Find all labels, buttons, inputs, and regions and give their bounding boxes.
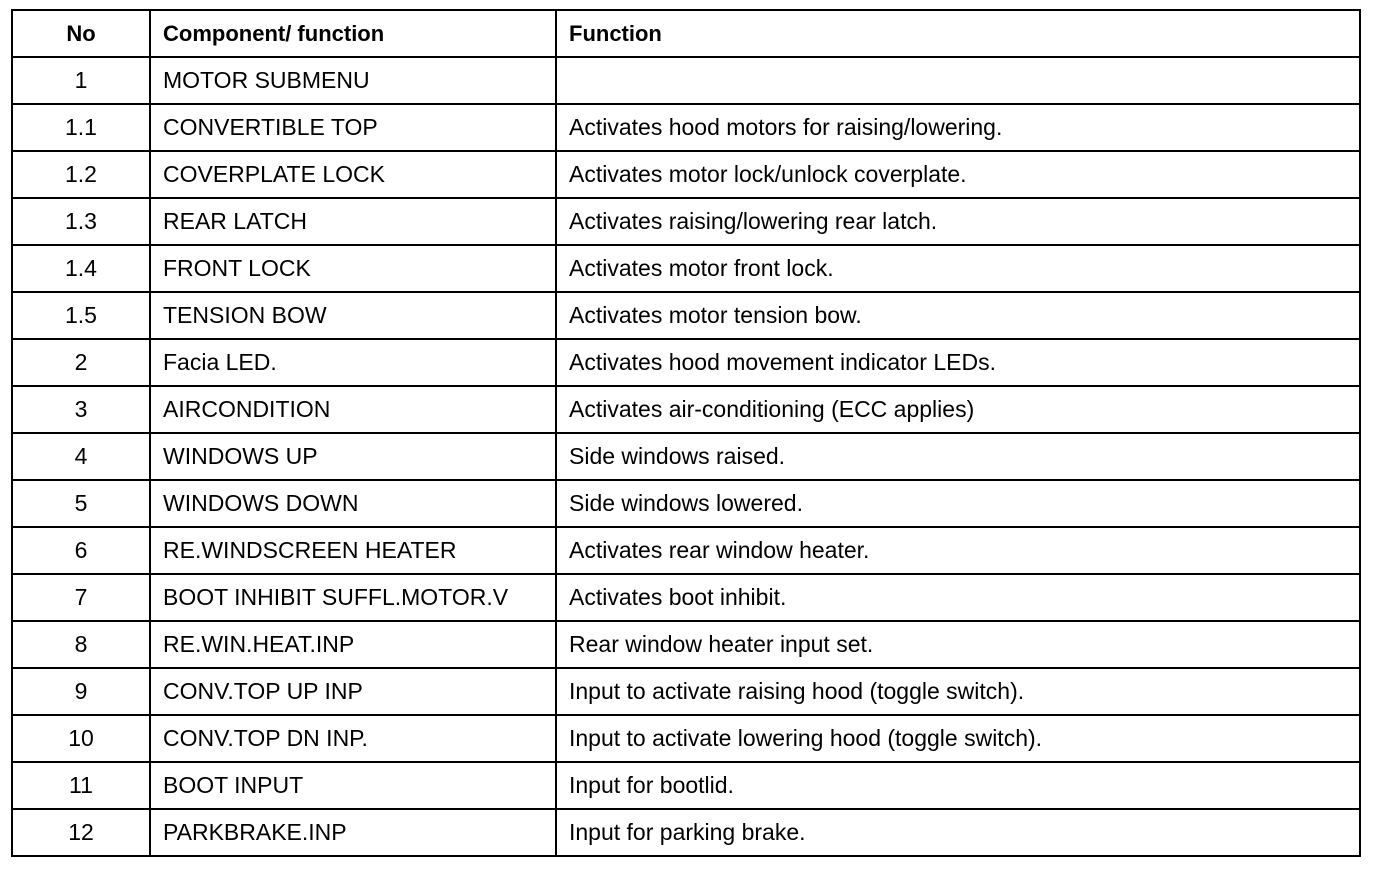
cell-no: 5 [12, 480, 150, 527]
table-row [12, 57, 1360, 104]
table-row [12, 527, 1360, 574]
cell-function: Activates boot inhibit. [556, 574, 1360, 621]
cell-function: Input for bootlid. [556, 762, 1360, 809]
table-row [12, 668, 1360, 715]
cell-no: 1.2 [12, 151, 150, 198]
table-row [12, 104, 1360, 151]
cell-no: 4 [12, 433, 150, 480]
cell-component: WINDOWS DOWN [150, 480, 556, 527]
table-row [12, 762, 1360, 809]
cell-no: 3 [12, 386, 150, 433]
cell-no: 6 [12, 527, 150, 574]
cell-component: Facia LED. [150, 339, 556, 386]
cell-component: BOOT INHIBIT SUFFL.MOTOR.V [150, 574, 556, 621]
cell-component: BOOT INPUT [150, 762, 556, 809]
cell-no: 8 [12, 621, 150, 668]
cell-function: Input for parking brake. [556, 809, 1360, 856]
cell-component: COVERPLATE LOCK [150, 151, 556, 198]
cell-component: RE.WINDSCREEN HEATER [150, 527, 556, 574]
table-row [12, 621, 1360, 668]
component-function-table-container [11, 9, 1359, 857]
table-row [12, 574, 1360, 621]
cell-no: 1.3 [12, 198, 150, 245]
cell-component: PARKBRAKE.INP [150, 809, 556, 856]
cell-function: Input to activate raising hood (toggle switch). [556, 668, 1360, 715]
cell-no: 1.1 [12, 104, 150, 151]
component-function-table [11, 9, 1361, 857]
cell-no: 1.4 [12, 245, 150, 292]
table-row [12, 480, 1360, 527]
cell-function: Input to activate lowering hood (toggle switch). [556, 715, 1360, 762]
cell-function [556, 57, 1360, 104]
table-row [12, 339, 1360, 386]
cell-no: 11 [12, 762, 150, 809]
header-function: Function [556, 10, 1360, 57]
cell-component: MOTOR SUBMENU [150, 57, 556, 104]
cell-component: CONVERTIBLE TOP [150, 104, 556, 151]
cell-component: CONV.TOP DN INP. [150, 715, 556, 762]
cell-no: 12 [12, 809, 150, 856]
cell-no: 10 [12, 715, 150, 762]
cell-function: Activates raising/lowering rear latch. [556, 198, 1360, 245]
table-row [12, 715, 1360, 762]
table-row [12, 809, 1360, 856]
cell-component: FRONT LOCK [150, 245, 556, 292]
table-row [12, 386, 1360, 433]
cell-function: Activates hood movement indicator LEDs. [556, 339, 1360, 386]
cell-function: Activates air-conditioning (ECC applies) [556, 386, 1360, 433]
cell-function: Activates motor tension bow. [556, 292, 1360, 339]
cell-component: AIRCONDITION [150, 386, 556, 433]
cell-function: Activates motor lock/unlock coverplate. [556, 151, 1360, 198]
cell-component: CONV.TOP UP INP [150, 668, 556, 715]
table-row [12, 292, 1360, 339]
cell-component: TENSION BOW [150, 292, 556, 339]
table-header-row [12, 10, 1360, 57]
cell-component: WINDOWS UP [150, 433, 556, 480]
cell-no: 7 [12, 574, 150, 621]
cell-function: Activates rear window heater. [556, 527, 1360, 574]
cell-no: 1 [12, 57, 150, 104]
cell-no: 1.5 [12, 292, 150, 339]
cell-function: Side windows lowered. [556, 480, 1360, 527]
table-row [12, 433, 1360, 480]
cell-function: Activates motor front lock. [556, 245, 1360, 292]
table-row [12, 245, 1360, 292]
header-no: No [12, 10, 150, 57]
cell-function: Side windows raised. [556, 433, 1360, 480]
cell-function: Rear window heater input set. [556, 621, 1360, 668]
cell-no: 2 [12, 339, 150, 386]
cell-component: REAR LATCH [150, 198, 556, 245]
cell-no: 9 [12, 668, 150, 715]
header-component: Component/ function [150, 10, 556, 57]
cell-component: RE.WIN.HEAT.INP [150, 621, 556, 668]
table-body [12, 57, 1360, 856]
table-row [12, 151, 1360, 198]
cell-function: Activates hood motors for raising/lowering. [556, 104, 1360, 151]
table-row [12, 198, 1360, 245]
